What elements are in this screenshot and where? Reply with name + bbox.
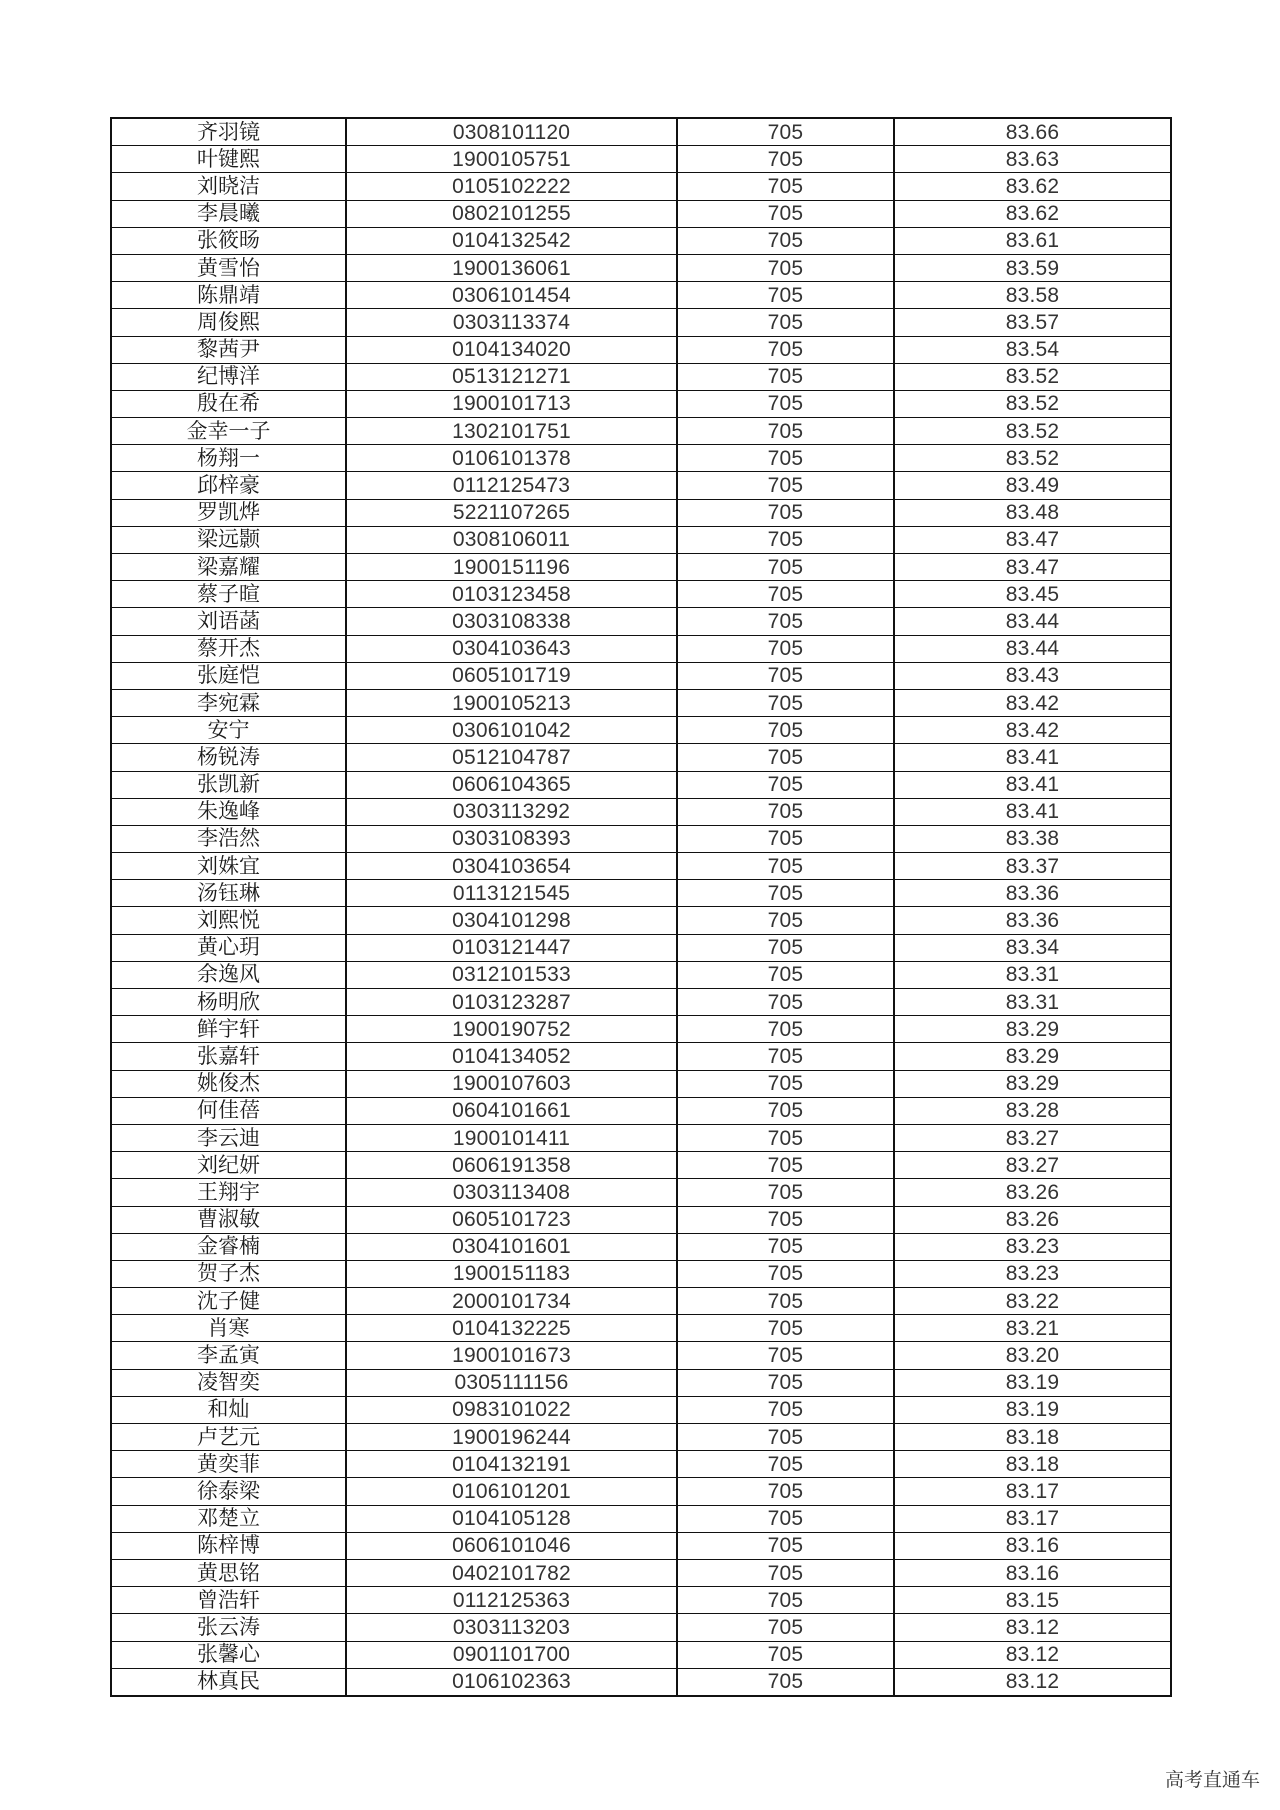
name-cell: 刘语菡: [111, 608, 346, 635]
score-cell: 83.23: [894, 1260, 1171, 1287]
exam-number-cell: 0605101723: [346, 1206, 677, 1233]
table-row: [111, 1424, 1171, 1451]
table-row: [111, 1206, 1171, 1233]
name-cell: 金睿楠: [111, 1233, 346, 1260]
name-cell: 梁远颢: [111, 526, 346, 553]
code-cell: 705: [677, 1233, 894, 1260]
table-row: [111, 1505, 1171, 1532]
exam-number-cell: 0303108338: [346, 608, 677, 635]
score-cell: 83.52: [894, 390, 1171, 417]
table-row: [111, 1016, 1171, 1043]
score-cell: 83.48: [894, 499, 1171, 526]
code-cell: 705: [677, 608, 894, 635]
table-row: [111, 390, 1171, 417]
exam-number-cell: 0303108393: [346, 825, 677, 852]
score-cell: 83.37: [894, 853, 1171, 880]
score-cell: 83.62: [894, 200, 1171, 227]
name-cell: 曾浩轩: [111, 1587, 346, 1614]
score-cell: 83.28: [894, 1097, 1171, 1124]
code-cell: 705: [677, 1668, 894, 1696]
name-cell: 黄心玥: [111, 934, 346, 961]
code-cell: 705: [677, 771, 894, 798]
code-cell: 705: [677, 880, 894, 907]
exam-number-cell: 1900196244: [346, 1424, 677, 1451]
code-cell: 705: [677, 1288, 894, 1315]
score-cell: 83.19: [894, 1369, 1171, 1396]
exam-number-cell: 0513121271: [346, 363, 677, 390]
score-cell: 83.27: [894, 1124, 1171, 1151]
table-row: [111, 1043, 1171, 1070]
score-cell: 83.16: [894, 1532, 1171, 1559]
code-cell: 705: [677, 581, 894, 608]
code-cell: 705: [677, 934, 894, 961]
code-cell: 705: [677, 418, 894, 445]
table-row: [111, 1641, 1171, 1668]
code-cell: 705: [677, 1260, 894, 1287]
name-cell: 黄雪怡: [111, 254, 346, 281]
name-cell: 贺子杰: [111, 1260, 346, 1287]
code-cell: 705: [677, 717, 894, 744]
score-cell: 83.20: [894, 1342, 1171, 1369]
name-cell: 周俊熙: [111, 309, 346, 336]
table-row: [111, 662, 1171, 689]
exam-number-cell: 0304101298: [346, 907, 677, 934]
name-cell: 杨明欣: [111, 989, 346, 1016]
table-row: [111, 1478, 1171, 1505]
score-cell: 83.22: [894, 1288, 1171, 1315]
name-cell: 黄奕菲: [111, 1451, 346, 1478]
name-cell: 陈梓博: [111, 1532, 346, 1559]
code-cell: 705: [677, 1369, 894, 1396]
exam-number-cell: 0606191358: [346, 1152, 677, 1179]
name-cell: 蔡子暄: [111, 581, 346, 608]
name-cell: 叶键熙: [111, 146, 346, 173]
exam-number-cell: 0106102363: [346, 1668, 677, 1696]
code-cell: 705: [677, 390, 894, 417]
score-cell: 83.29: [894, 1016, 1171, 1043]
exam-number-cell: 0606101046: [346, 1532, 677, 1559]
name-cell: 邱梓豪: [111, 472, 346, 499]
score-cell: 83.47: [894, 554, 1171, 581]
exam-number-cell: 1900190752: [346, 1016, 677, 1043]
code-cell: 705: [677, 200, 894, 227]
score-cell: 83.18: [894, 1451, 1171, 1478]
table-row: [111, 1587, 1171, 1614]
name-cell: 张凯新: [111, 771, 346, 798]
code-cell: 705: [677, 853, 894, 880]
exam-number-cell: 0112125363: [346, 1587, 677, 1614]
name-cell: 徐泰梁: [111, 1478, 346, 1505]
score-cell: 83.41: [894, 771, 1171, 798]
code-cell: 705: [677, 1097, 894, 1124]
score-cell: 83.59: [894, 254, 1171, 281]
table-row: [111, 1124, 1171, 1151]
table-row: [111, 989, 1171, 1016]
code-cell: 705: [677, 1206, 894, 1233]
name-cell: 张云涛: [111, 1614, 346, 1641]
code-cell: 705: [677, 363, 894, 390]
score-cell: 83.34: [894, 934, 1171, 961]
name-cell: 齐羽镜: [111, 118, 346, 146]
score-cell: 83.26: [894, 1206, 1171, 1233]
exam-number-cell: 0303113203: [346, 1614, 677, 1641]
table-row: [111, 853, 1171, 880]
exam-number-cell: 0103123287: [346, 989, 677, 1016]
score-cell: 83.47: [894, 526, 1171, 553]
exam-number-cell: 0104134052: [346, 1043, 677, 1070]
exam-number-cell: 0104105128: [346, 1505, 677, 1532]
code-cell: 705: [677, 336, 894, 363]
table-row: [111, 1097, 1171, 1124]
score-cell: 83.29: [894, 1043, 1171, 1070]
table-row: [111, 1342, 1171, 1369]
score-cell: 83.31: [894, 989, 1171, 1016]
score-cell: 83.63: [894, 146, 1171, 173]
exam-number-cell: 5221107265: [346, 499, 677, 526]
score-cell: 83.27: [894, 1152, 1171, 1179]
exam-number-cell: 0306101454: [346, 282, 677, 309]
table-row: [111, 526, 1171, 553]
code-cell: 705: [677, 1505, 894, 1532]
score-cell: 83.62: [894, 173, 1171, 200]
exam-number-cell: 0901101700: [346, 1641, 677, 1668]
score-cell: 83.43: [894, 662, 1171, 689]
name-cell: 刘姝宜: [111, 853, 346, 880]
table-row: [111, 880, 1171, 907]
table-row: [111, 744, 1171, 771]
name-cell: 刘晓洁: [111, 173, 346, 200]
exam-number-cell: 2000101734: [346, 1288, 677, 1315]
name-cell: 杨翔一: [111, 445, 346, 472]
name-cell: 李云迪: [111, 1124, 346, 1151]
name-cell: 纪博洋: [111, 363, 346, 390]
score-cell: 83.58: [894, 282, 1171, 309]
exam-number-cell: 1900151196: [346, 554, 677, 581]
name-cell: 李孟寅: [111, 1342, 346, 1369]
exam-number-cell: 0303113292: [346, 798, 677, 825]
exam-number-cell: 0104134020: [346, 336, 677, 363]
table-row: [111, 717, 1171, 744]
name-cell: 李宛霖: [111, 689, 346, 716]
score-cell: 83.54: [894, 336, 1171, 363]
table-row: [111, 445, 1171, 472]
code-cell: 705: [677, 989, 894, 1016]
name-cell: 梁嘉耀: [111, 554, 346, 581]
exam-number-cell: 0113121545: [346, 880, 677, 907]
code-cell: 705: [677, 744, 894, 771]
score-cell: 83.18: [894, 1424, 1171, 1451]
code-cell: 705: [677, 662, 894, 689]
name-cell: 金幸一子: [111, 418, 346, 445]
name-cell: 黄思铭: [111, 1559, 346, 1586]
score-cell: 83.12: [894, 1641, 1171, 1668]
code-cell: 705: [677, 1396, 894, 1423]
exam-number-cell: 0104132191: [346, 1451, 677, 1478]
score-table-container: [110, 117, 1170, 1697]
score-cell: 83.12: [894, 1614, 1171, 1641]
name-cell: 黎茜尹: [111, 336, 346, 363]
table-row: [111, 554, 1171, 581]
exam-number-cell: 1900151183: [346, 1260, 677, 1287]
score-cell: 83.44: [894, 635, 1171, 662]
name-cell: 张庭恺: [111, 662, 346, 689]
name-cell: 鲜宇轩: [111, 1016, 346, 1043]
code-cell: 705: [677, 118, 894, 146]
exam-number-cell: 1900136061: [346, 254, 677, 281]
exam-number-cell: 0112125473: [346, 472, 677, 499]
table-row: [111, 363, 1171, 390]
code-cell: 705: [677, 1614, 894, 1641]
table-row: [111, 635, 1171, 662]
exam-number-cell: 0106101378: [346, 445, 677, 472]
code-cell: 705: [677, 635, 894, 662]
score-cell: 83.49: [894, 472, 1171, 499]
table-row: [111, 581, 1171, 608]
exam-number-cell: 0105102222: [346, 173, 677, 200]
table-row: [111, 1315, 1171, 1342]
code-cell: 705: [677, 499, 894, 526]
table-row: [111, 146, 1171, 173]
code-cell: 705: [677, 1559, 894, 1586]
table-row: [111, 798, 1171, 825]
exam-number-cell: 0802101255: [346, 200, 677, 227]
exam-number-cell: 0304103654: [346, 853, 677, 880]
score-table-body: [111, 118, 1171, 1696]
code-cell: 705: [677, 1532, 894, 1559]
exam-number-cell: 0308101120: [346, 118, 677, 146]
exam-number-cell: 0106101201: [346, 1478, 677, 1505]
score-cell: 83.21: [894, 1315, 1171, 1342]
code-cell: 705: [677, 254, 894, 281]
exam-number-cell: 0103123458: [346, 581, 677, 608]
name-cell: 王翔宇: [111, 1179, 346, 1206]
score-cell: 83.41: [894, 744, 1171, 771]
score-cell: 83.16: [894, 1559, 1171, 1586]
name-cell: 林真民: [111, 1668, 346, 1696]
score-cell: 83.17: [894, 1505, 1171, 1532]
name-cell: 凌智奕: [111, 1369, 346, 1396]
name-cell: 张馨心: [111, 1641, 346, 1668]
score-cell: 83.19: [894, 1396, 1171, 1423]
exam-number-cell: 0402101782: [346, 1559, 677, 1586]
exam-number-cell: 0604101661: [346, 1097, 677, 1124]
code-cell: 705: [677, 227, 894, 254]
table-row: [111, 689, 1171, 716]
name-cell: 李晨曦: [111, 200, 346, 227]
name-cell: 陈鼎靖: [111, 282, 346, 309]
name-cell: 蔡开杰: [111, 635, 346, 662]
table-row: [111, 1288, 1171, 1315]
code-cell: 705: [677, 1016, 894, 1043]
name-cell: 李浩然: [111, 825, 346, 852]
exam-number-cell: 1900105751: [346, 146, 677, 173]
exam-number-cell: 1900105213: [346, 689, 677, 716]
score-cell: 83.57: [894, 309, 1171, 336]
exam-number-cell: 0983101022: [346, 1396, 677, 1423]
score-cell: 83.23: [894, 1233, 1171, 1260]
code-cell: 705: [677, 1342, 894, 1369]
name-cell: 张筱旸: [111, 227, 346, 254]
exam-number-cell: 0303113374: [346, 309, 677, 336]
exam-number-cell: 0512104787: [346, 744, 677, 771]
name-cell: 张嘉轩: [111, 1043, 346, 1070]
score-cell: 83.15: [894, 1587, 1171, 1614]
name-cell: 邓楚立: [111, 1505, 346, 1532]
code-cell: 705: [677, 961, 894, 988]
name-cell: 安宁: [111, 717, 346, 744]
exam-number-cell: 0605101719: [346, 662, 677, 689]
score-cell: 83.44: [894, 608, 1171, 635]
code-cell: 705: [677, 309, 894, 336]
score-cell: 83.26: [894, 1179, 1171, 1206]
table-row: [111, 825, 1171, 852]
exam-number-cell: 0305111156: [346, 1369, 677, 1396]
score-cell: 83.38: [894, 825, 1171, 852]
table-row: [111, 1668, 1171, 1696]
exam-number-cell: 0104132542: [346, 227, 677, 254]
table-row: [111, 1396, 1171, 1423]
exam-number-cell: 0303113408: [346, 1179, 677, 1206]
table-row: [111, 200, 1171, 227]
code-cell: 705: [677, 554, 894, 581]
score-cell: 83.52: [894, 363, 1171, 390]
code-cell: 705: [677, 825, 894, 852]
code-cell: 705: [677, 1451, 894, 1478]
table-row: [111, 1532, 1171, 1559]
code-cell: 705: [677, 1424, 894, 1451]
score-cell: 83.42: [894, 717, 1171, 744]
code-cell: 705: [677, 1478, 894, 1505]
name-cell: 刘熙悦: [111, 907, 346, 934]
code-cell: 705: [677, 472, 894, 499]
name-cell: 殷在希: [111, 390, 346, 417]
table-row: [111, 254, 1171, 281]
name-cell: 肖寒: [111, 1315, 346, 1342]
name-cell: 何佳蓓: [111, 1097, 346, 1124]
name-cell: 卢艺元: [111, 1424, 346, 1451]
table-row: [111, 1070, 1171, 1097]
exam-number-cell: 0104132225: [346, 1315, 677, 1342]
code-cell: 705: [677, 1641, 894, 1668]
exam-number-cell: 1900101673: [346, 1342, 677, 1369]
score-cell: 83.36: [894, 907, 1171, 934]
score-cell: 83.66: [894, 118, 1171, 146]
score-table: [110, 117, 1172, 1697]
score-cell: 83.36: [894, 880, 1171, 907]
code-cell: 705: [677, 173, 894, 200]
code-cell: 705: [677, 1587, 894, 1614]
code-cell: 705: [677, 445, 894, 472]
exam-number-cell: 0304101601: [346, 1233, 677, 1260]
score-cell: 83.45: [894, 581, 1171, 608]
code-cell: 705: [677, 1124, 894, 1151]
table-row: [111, 907, 1171, 934]
score-cell: 83.17: [894, 1478, 1171, 1505]
code-cell: 705: [677, 907, 894, 934]
score-cell: 83.52: [894, 445, 1171, 472]
name-cell: 罗凯烨: [111, 499, 346, 526]
score-cell: 83.61: [894, 227, 1171, 254]
exam-number-cell: 0312101533: [346, 961, 677, 988]
table-row: [111, 1233, 1171, 1260]
exam-number-cell: 1900107603: [346, 1070, 677, 1097]
exam-number-cell: 0304103643: [346, 635, 677, 662]
table-row: [111, 934, 1171, 961]
code-cell: 705: [677, 146, 894, 173]
table-row: [111, 1559, 1171, 1586]
table-row: [111, 499, 1171, 526]
table-row: [111, 118, 1171, 146]
exam-number-cell: 0606104365: [346, 771, 677, 798]
exam-number-cell: 0308106011: [346, 526, 677, 553]
exam-number-cell: 0306101042: [346, 717, 677, 744]
name-cell: 和灿: [111, 1396, 346, 1423]
code-cell: 705: [677, 689, 894, 716]
score-cell: 83.29: [894, 1070, 1171, 1097]
table-row: [111, 472, 1171, 499]
watermark-text: 高考直通车: [1164, 1769, 1260, 1791]
code-cell: 705: [677, 1315, 894, 1342]
score-cell: 83.42: [894, 689, 1171, 716]
code-cell: 705: [677, 1043, 894, 1070]
table-row: [111, 282, 1171, 309]
table-row: [111, 227, 1171, 254]
table-row: [111, 1451, 1171, 1478]
code-cell: 705: [677, 526, 894, 553]
table-row: [111, 1614, 1171, 1641]
name-cell: 杨锐涛: [111, 744, 346, 771]
name-cell: 沈子健: [111, 1288, 346, 1315]
name-cell: 朱逸峰: [111, 798, 346, 825]
table-row: [111, 309, 1171, 336]
table-row: [111, 1152, 1171, 1179]
score-cell: 83.52: [894, 418, 1171, 445]
code-cell: 705: [677, 282, 894, 309]
table-row: [111, 418, 1171, 445]
table-row: [111, 961, 1171, 988]
name-cell: 余逸风: [111, 961, 346, 988]
table-row: [111, 1179, 1171, 1206]
code-cell: 705: [677, 1070, 894, 1097]
name-cell: 姚俊杰: [111, 1070, 346, 1097]
exam-number-cell: 1302101751: [346, 418, 677, 445]
table-row: [111, 608, 1171, 635]
score-cell: 83.31: [894, 961, 1171, 988]
score-cell: 83.12: [894, 1668, 1171, 1696]
code-cell: 705: [677, 798, 894, 825]
table-row: [111, 771, 1171, 798]
table-row: [111, 173, 1171, 200]
name-cell: 刘纪妍: [111, 1152, 346, 1179]
table-row: [111, 336, 1171, 363]
code-cell: 705: [677, 1179, 894, 1206]
name-cell: 曹淑敏: [111, 1206, 346, 1233]
table-row: [111, 1260, 1171, 1287]
exam-number-cell: 0103121447: [346, 934, 677, 961]
table-row: [111, 1369, 1171, 1396]
exam-number-cell: 1900101713: [346, 390, 677, 417]
name-cell: 汤钰琳: [111, 880, 346, 907]
exam-number-cell: 1900101411: [346, 1124, 677, 1151]
code-cell: 705: [677, 1152, 894, 1179]
score-cell: 83.41: [894, 798, 1171, 825]
